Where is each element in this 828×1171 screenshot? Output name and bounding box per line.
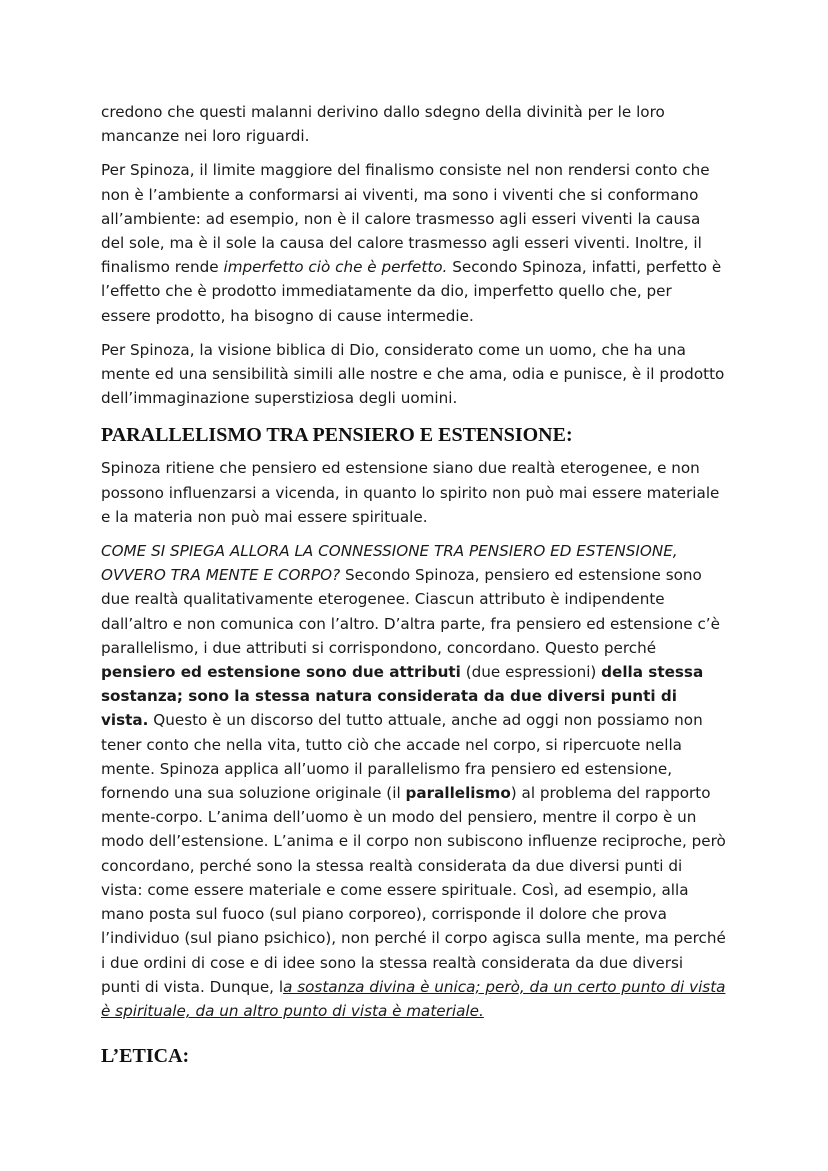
paragraph-connessione-mente-corpo bbox=[101, 539, 726, 1023]
text-run: Per Spinoza, il limite maggiore del finalismo consiste nel non rendersi conto che non è l’ambiente a conformarsi ai viventi, ma sono i viventi che si conformano all’ambiente: ad esempio, non è il calore trasmesso agli esseri viventi la causa del sole, ma è il sole la causa del calore trasmesso agli esseri viventi. Inoltre, il finalismo rende bbox=[101, 161, 710, 277]
document-page bbox=[101, 100, 726, 1077]
underline: a sostanza divina è unica; però, da un certo punto di vista è spirituale, da un altro punto di vista è materiale. bbox=[101, 977, 726, 1020]
section-heading-parallelismo: PARALLELISMO TRA PENSIERO E ESTENSIONE: bbox=[101, 424, 573, 447]
italic-text: imperfetto ciò che è perfetto. bbox=[223, 258, 448, 277]
bold-text: parallelismo bbox=[405, 784, 511, 803]
paragraph-realta-eterogenee: Spinoza ritiene che pensiero ed estensione siano due realtà eterogenee, e non possono influenzarsi a vicenda, in quanto lo spirito non può mai essere materiale e la materia non può mai essere spirituale. bbox=[101, 459, 720, 526]
text-run: Secondo Spinoza, pensiero ed estensione sono due realtà qualitativamente eterogenee. Ciascun attributo è indipendente dall’altro e non comunica con l’altro. D’altra parte, fra pensiero ed estensione c’è parallelismo, i due attributi si corrispondono, concordano. Questo perché bbox=[101, 566, 720, 657]
text-run: ) al problema del rapporto mente-corpo. L’anima dell’uomo è un modo del pensiero, mentre il corpo è un modo dell’estensione. L’anima e il corpo non subiscono influenze reciproche, però concordano, perché sono la stessa realtà considerata da due diversi punti di vista: come essere materiale e come essere spirituale. Così, ad esempio, alla mano posta sul fuoco (sul piano corporeo), corrisponde il dolore che prova l’individuo (sul piano psichico), non perché il corpo agisca sulla mente, ma perché i due ordini di cose e di idee sono la stessa realtà considerata da due diversi punti di vista. Dunque, l bbox=[101, 784, 726, 996]
paragraph-finalismo-conclusion: credono che questi malanni derivino dallo sdegno della divinità per le loro mancanze nei loro riguardi. bbox=[101, 103, 665, 146]
italic-question: COME SI SPIEGA ALLORA LA CONNESSIONE TRA PENSIERO ED ESTENSIONE, OVVERO TRA MENTE E CORPO? bbox=[101, 542, 678, 585]
paragraph-visione-biblica: Per Spinoza, la visione biblica di Dio, considerato come un uomo, che ha una mente ed una sensibilità simili alle nostre e che ama, odia e punisce, è il prodotto dell’immaginazione superstiziosa degli uomini. bbox=[101, 340, 725, 408]
paragraph-limite-finalismo bbox=[101, 158, 726, 327]
section-heading-etica: L’ETICA: bbox=[101, 1045, 190, 1068]
text-run: Questo è un discorso del tutto attuale, anche ad oggi non possiamo non tener conto che nella vita, tutto ciò che accade nel corpo, si ripercuote nella mente. Spinoza applica all’uomo il parallelismo fra pensiero ed estensione, fornendo una sua soluzione originale (il bbox=[101, 711, 703, 803]
text-run: (due espressioni) bbox=[460, 663, 602, 682]
bold-text: pensiero ed estensione sono due attributi bbox=[101, 663, 461, 682]
text-run: Secondo Spinoza, infatti, perfetto è l’effetto che è prodotto immediatamente da dio, imperfetto quello che, per essere prodotto, ha bisogno di cause intermedie. bbox=[101, 258, 722, 325]
bold-text: della stessa sostanza; sono la stessa natura considerata da due diversi punti di vista. bbox=[101, 663, 704, 730]
